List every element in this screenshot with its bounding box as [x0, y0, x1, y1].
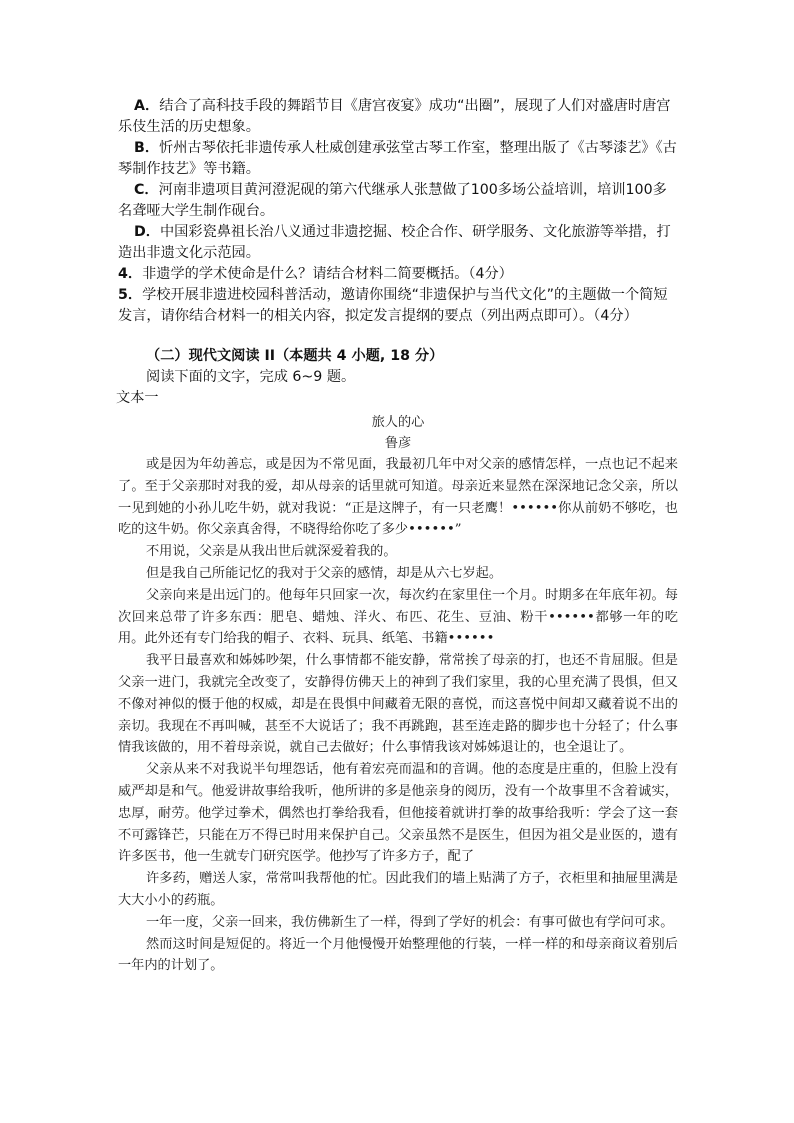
paragraph: 许多药，赠送人家，常常叫我帮他的忙。因此我们的墙上贴满了方子，衣柜里和抽屉里满是大大小小的药瓶。	[118, 871, 678, 908]
article-body	[118, 454, 678, 977]
paragraph: 然而这时间是短促的。将近一个月他慢慢开始整理他的行装，一样一样的和母亲商议着别后一年内的计划了。	[118, 936, 678, 974]
article-title: 旅人的心	[371, 415, 425, 430]
question-4: 4．非遗学的学术使命是什么？请结合材料二简要概括。（4分）	[118, 266, 513, 282]
option-a: A．结合了高科技手段的舞蹈节目《唐宫夜宴》成功“出圈”，展现了人们对盛唐时唐宫乐伎生活的历史想象。	[118, 98, 671, 135]
paragraph: 或是因为年幼善忘，或是因为不常见面，我最初几年中对父亲的感情怎样，一点也记不起来了。至于父亲那时对我的爱，却从母亲的话里就可知道。母亲近来显然在深深地记念父亲，所以一见到她的小孙儿吃牛奶，就对我说：“正是这牌子，有一只老鹰！••••••你从前奶不够吃，也吃的这牛奶。你父亲真舍得，不晓得给你吃了多少••••••”	[118, 457, 678, 538]
text-label: 文本一	[116, 390, 159, 406]
section-heading: （二）现代文阅读 II（本题共 4 小题, 18 分）	[146, 348, 444, 364]
article-author: 鲁彦	[384, 436, 412, 451]
paragraph: 一年一度，父亲一回来，我仿佛新生了一样，得到了学好的机会：有事可做也有学问可求。	[146, 914, 674, 930]
section-header	[118, 346, 678, 409]
option-d: D．中国彩瓷鼻祖长治八义通过非遗挖掘、校企合作、研学服务、文化旅游等举措，打造出非遗文化示范园。	[118, 224, 671, 261]
answer-options	[118, 96, 678, 327]
section-instruction: 阅读下面的文字，完成 6~9 题。	[146, 369, 356, 385]
option-c: C．河南非遗项目黄河澄泥砚的第六代继承人张慧做了100多场公益培训，培训100多名聋哑大学生制作砚台。	[118, 182, 667, 219]
paragraph: 但是我自己所能记忆的我对于父亲的感情，却是从六七岁起。	[146, 565, 503, 581]
paragraph: 父亲从来不对我说半句埋怨话，他有着宏亮而温和的音调。他的态度是庄重的，但脸上没有威严却是和气。他爱讲故事给我听，他所讲的多是他亲身的阅历，没有一个故事里不含着诚实，忠厚，耐劳。他学过拳术，偶然也打拳给我看，但他接着就讲打拳的故事给我听：学会了这一套不可露锋芒，只能在万不得已时用来保护自己。父亲虽然不是医生，但因为祖父是业医的，遗有许多医书，他一生就专门研究医学。他抄写了许多方子，配了	[118, 762, 678, 865]
option-b: B．忻州古琴依托非遗传承人杜威创建承弦堂古琴工作室，整理出版了《古琴漆艺》《古琴制作技艺》等书籍。	[118, 140, 677, 177]
paragraph: 父亲向来是出远门的。他每年只回家一次，每次约在家里住一个月。时期多在年底年初。每次回来总带了许多东西：肥皂、蜡烛、洋火、布匹、花生、豆油、粉干••••••都够一年的吃用。此外还有专门给我的帽子、衣料、玩具、纸笔、书籍••••••	[118, 587, 678, 647]
paragraph: 不用说，父亲是从我出世后就深爱着我的。	[146, 544, 397, 560]
question-5: 5．学校开展非遗进校园科普活动，邀请你围绕“非遗保护与当代文化”的主题做一个简短发言，请你结合材料一的相关内容，拟定发言提纲的要点（列出两点即可）。（4分）	[118, 287, 668, 324]
paragraph: 我平日最喜欢和姊姊吵架，什么事情都不能安静，常常挨了母亲的打，也还不肯屈服。但是父亲一进门，我就完全改变了，安静得仿佛天上的神到了我们家里，我的心里充满了畏惧，但又不像对神似的慑于他的权威，却是在畏惧中间藏着无限的喜悦，而这喜悦中间却又藏着说不出的亲切。我现在不再叫喊，甚至不大说话了；我不再跳跑，甚至连走路的脚步也十分轻了；什么事情我该做的，用不着母亲说，就自己去做好；什么事情我该对姊姊退让的，也全退让了。	[118, 653, 678, 756]
